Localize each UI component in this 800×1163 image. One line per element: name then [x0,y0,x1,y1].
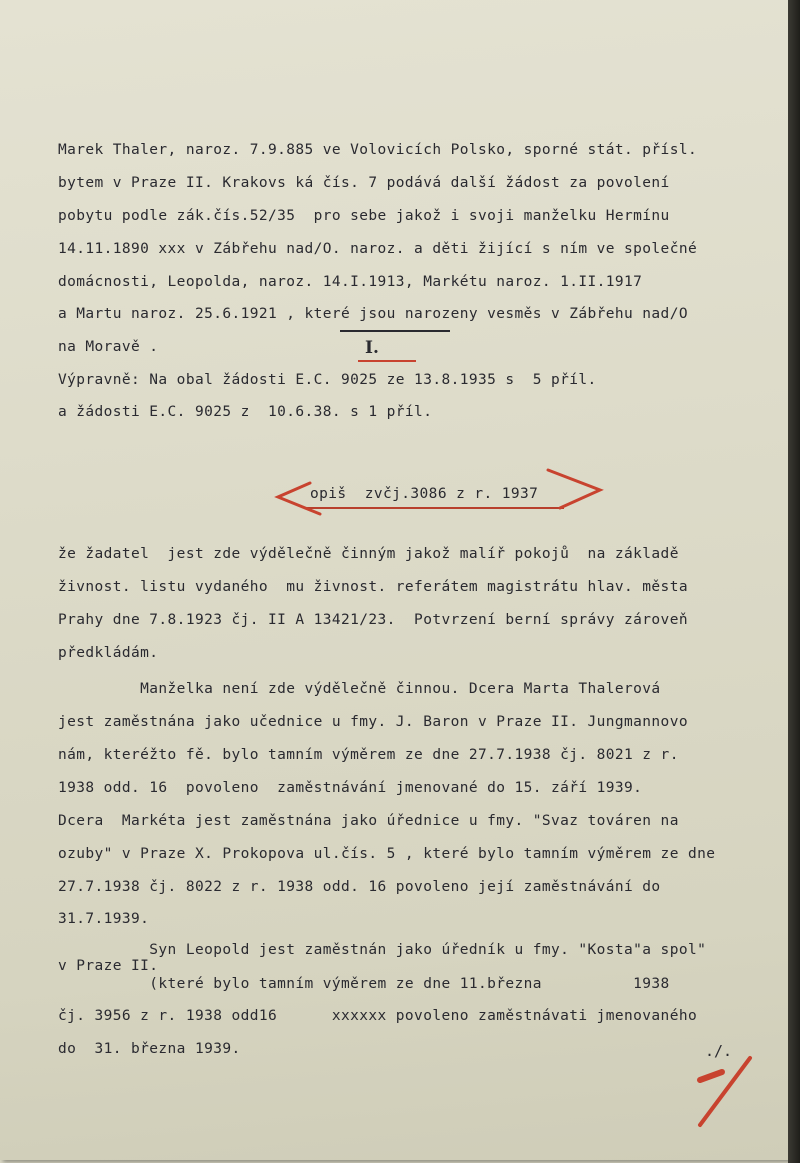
para3-line-4: 1938 odd. 16 povoleno zaměstnávání jmenované do 15. září 1939. [58,780,643,796]
para3-line-7: 27.7.1938 čj. 8022 z r. 1938 odd. 16 povoleno její zaměstnávání do [58,879,661,895]
para3-line-2: jest zaměstnána jako učednice u fmy. J. Baron v Praze II. Jungmannovo [58,714,688,730]
para3-line-1: Manželka není zde výdělečně činnou. Dcera Marta Thalerová [58,681,661,697]
copy-heading: opiš zvčj.3086 z r. 1937 [310,486,539,502]
para4-line-5: do 31. března 1939. [58,1041,241,1057]
para4-line-4: čj. 3956 z r. 1938 odd16 xxxxxx povoleno zaměstnávati jmenovaného [58,1008,698,1024]
right-chevron-mark [548,470,600,508]
vypravne-line-2: a žádosti E.C. 9025 z 10.6.38. s 1 příl. [58,404,433,420]
para1-line-2: bytem v Praze II. Krakovs ká čís. 7 podává další žádost za povolení [58,175,670,191]
para1-line-5: domácnosti, Leopolda, naroz. 14.I.1913, Markétu naroz. 1.II.1917 [58,274,643,290]
red-blot-mark [700,1072,722,1080]
para2-line-1: že žadatel jest zde výdělečně činným jakož malíř pokojů na základě [58,546,679,562]
para1-line-6: a Martu naroz. 25.6.1921 , které jsou narozeny vesměs v Zábřehu nad/O [58,306,688,322]
para2-line-4: předkládám. [58,645,159,661]
roman-numeral: I. [365,338,379,358]
red-slash-mark [700,1058,750,1125]
para3-line-8: 31.7.1939. [58,911,150,927]
para2-line-3: Prahy dne 7.8.1923 čj. II A 13421/23. Potvrzení berní správy zároveň [58,612,688,628]
para3-line-3: nám, kteréžto fě. bylo tamním výměrem ze dne 27.7.1938 čj. 8021 z r. [58,747,679,763]
para4-line-3: (které bylo tamním výměrem ze dne 11.března 1938 [58,976,670,992]
left-chevron-mark [278,483,320,514]
para3-line-5: Dcera Markéta jest zaměstnána jako úřednice u fmy. "Svaz továren na [58,813,679,829]
para4-line-2: v Praze II. [58,958,159,974]
vypravne-line-1: Výpravně: Na obal žádosti E.C. 9025 ze 13.8.1935 s 5 příl. [58,372,597,388]
para4-line-1: Syn Leopold jest zaměstnán jako úředník u fmy. "Kosta"a spol" [58,942,707,958]
para1-line-4: 14.11.1890 xxx v Zábřehu nad/O. naroz. a děti žijící s ním ve společné [58,241,698,257]
para1-line-3: pobytu podle zák.čís.52/35 pro sebe jakož i svoji manželku Hermínu [58,208,670,224]
para1-line-7: na Moravě . [58,339,159,355]
continuation-mark: ./. [705,1042,733,1060]
para2-line-2: živnost. listu vydaného mu živnost. referátem magistrátu hlav. města [58,579,688,595]
para3-line-6: ozuby" v Praze X. Prokopova ul.čís. 5 , které bylo tamním výměrem ze dne [58,846,716,862]
para1-line-1: Marek Thaler, naroz. 7.9.885 ve Volovicích Polsko, sporné stát. přísl. [58,142,698,158]
